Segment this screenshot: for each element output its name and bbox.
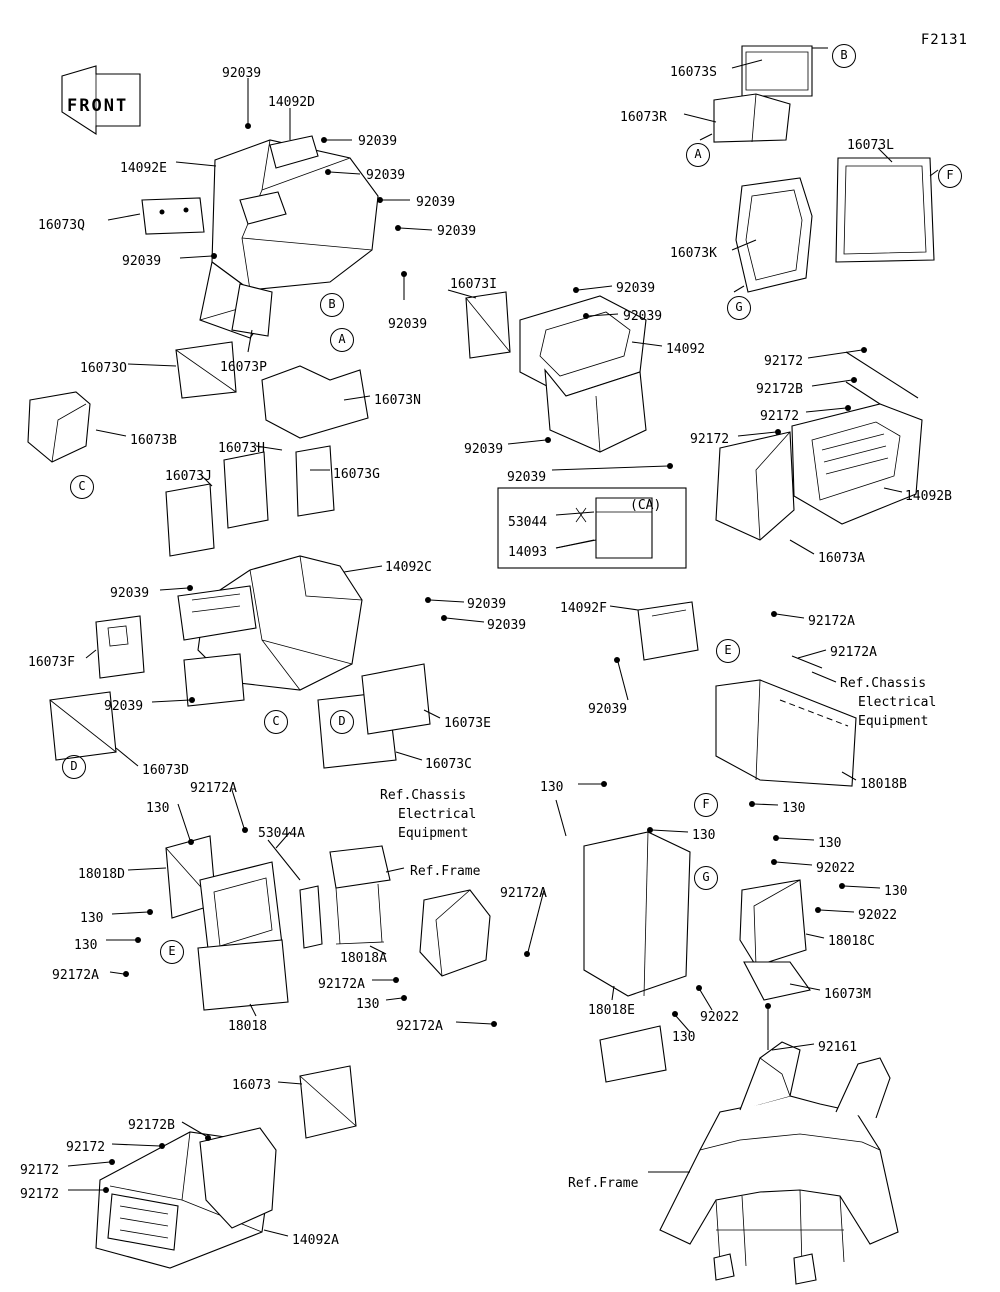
part-label-130[interactable]: 130 (80, 911, 104, 926)
part-label-18018a[interactable]: 18018A (340, 951, 387, 966)
part-label-16073l[interactable]: 16073L (847, 138, 894, 153)
front-text: FRONT (67, 96, 129, 116)
balloon-f[interactable]: F (694, 793, 718, 817)
part-label-53044a[interactable]: 53044A (258, 826, 305, 841)
part-label-14092e[interactable]: 14092E (120, 161, 167, 176)
part-label-92172[interactable]: 92172 (690, 432, 730, 447)
part-label-18018b[interactable]: 18018B (860, 777, 907, 792)
part-label-18018c[interactable]: 18018C (828, 934, 875, 949)
part-label-130[interactable]: 130 (672, 1030, 696, 1045)
part-label-92039[interactable]: 92039 (507, 470, 547, 485)
part-label-14092[interactable]: 14092 (666, 342, 706, 357)
part-label-14092a[interactable]: 14092A (292, 1233, 339, 1248)
part-label-130[interactable]: 130 (884, 884, 908, 899)
part-label-16073n[interactable]: 16073N (374, 393, 421, 408)
part-label-electrical[interactable]: Electrical (398, 807, 477, 822)
frame-reference-illustration (660, 1003, 898, 1284)
part-label-18018[interactable]: 18018 (228, 1019, 268, 1034)
part-label-equipment[interactable]: Equipment (858, 714, 929, 729)
part-label-16073s[interactable]: 16073S (670, 65, 717, 80)
part-label-92172[interactable]: 92172 (20, 1163, 60, 1178)
part-label-130[interactable]: 130 (356, 997, 380, 1012)
balloon-d[interactable]: D (62, 755, 86, 779)
balloon-c[interactable]: C (70, 475, 94, 499)
part-label-92172b[interactable]: 92172B (756, 382, 803, 397)
balloon-f[interactable]: F (938, 164, 962, 188)
balloon-g[interactable]: G (727, 296, 751, 320)
part-label-16073g[interactable]: 16073G (333, 467, 380, 482)
part-label-refframe[interactable]: Ref.Frame (410, 864, 481, 879)
part-label-16073h[interactable]: 16073H (218, 441, 265, 456)
part-label-130[interactable]: 130 (540, 780, 564, 795)
right-top-panels-group (714, 46, 934, 292)
part-label-16073m[interactable]: 16073M (824, 987, 871, 1002)
part-label-92022[interactable]: 92022 (858, 908, 898, 923)
part-label-equipment[interactable]: Equipment (398, 826, 469, 841)
part-label-92039[interactable]: 92039 (623, 309, 663, 324)
part-label-14092f[interactable]: 14092F (560, 601, 607, 616)
part-label-92039[interactable]: 92039 (616, 281, 656, 296)
balloon-c[interactable]: C (264, 710, 288, 734)
balloon-b[interactable]: B (832, 44, 856, 68)
part-label-16073[interactable]: 16073 (232, 1078, 272, 1093)
part-label-92039[interactable]: 92039 (388, 317, 428, 332)
part-label-92161[interactable]: 92161 (818, 1040, 858, 1055)
balloon-g[interactable]: G (694, 866, 718, 890)
balloon-b[interactable]: B (320, 293, 344, 317)
balloon-d[interactable]: D (330, 710, 354, 734)
part-label-92039[interactable]: 92039 (487, 618, 527, 633)
part-label-electrical[interactable]: Electrical (858, 695, 937, 710)
part-label-14092b[interactable]: 14092B (905, 489, 952, 504)
part-label-92172a[interactable]: 92172A (830, 645, 877, 660)
front-arrow-label (55, 70, 143, 130)
part-label-92022[interactable]: 92022 (700, 1010, 740, 1025)
part-label-refchassis[interactable]: Ref.Chassis (380, 788, 467, 803)
part-label-130[interactable]: 130 (74, 938, 98, 953)
part-label-92172a[interactable]: 92172A (808, 614, 855, 629)
part-label-92039[interactable]: 92039 (366, 168, 406, 183)
part-label-refframe[interactable]: Ref.Frame (568, 1176, 639, 1191)
part-label-16073k[interactable]: 16073K (670, 246, 717, 261)
part-label-16073c[interactable]: 16073C (425, 757, 472, 772)
part-label-16073b[interactable]: 16073B (130, 433, 177, 448)
part-label-16073p[interactable]: 16073P (220, 360, 267, 375)
part-label-16073q[interactable]: 16073Q (38, 218, 85, 233)
part-label-92039[interactable]: 92039 (110, 586, 150, 601)
part-label-92022[interactable]: 92022 (816, 861, 856, 876)
part-label-16073j[interactable]: 16073J (165, 469, 212, 484)
part-label-16073r[interactable]: 16073R (620, 110, 667, 125)
balloon-e[interactable]: E (716, 639, 740, 663)
part-label-92039[interactable]: 92039 (467, 597, 507, 612)
part-label-16073o[interactable]: 16073O (80, 361, 127, 376)
part-label-130[interactable]: 130 (146, 801, 170, 816)
part-label-92172a[interactable]: 92172A (190, 781, 237, 796)
part-label-92172a[interactable]: 92172A (52, 968, 99, 983)
part-label-130[interactable]: 130 (818, 836, 842, 851)
center-console-group (50, 446, 430, 768)
part-label-92039[interactable]: 92039 (104, 699, 144, 714)
part-label-16073e[interactable]: 16073E (444, 716, 491, 731)
part-label-92172[interactable]: 92172 (20, 1187, 60, 1202)
part-label-92172b[interactable]: 92172B (128, 1118, 175, 1133)
part-label-18018d[interactable]: 18018D (78, 867, 125, 882)
part-label-14092c[interactable]: 14092C (385, 560, 432, 575)
part-label-ca[interactable]: (CA) (630, 498, 662, 513)
part-label-130[interactable]: 130 (692, 828, 716, 843)
part-label-130[interactable]: 130 (782, 801, 806, 816)
part-label-16073d[interactable]: 16073D (142, 763, 189, 778)
balloon-a[interactable]: A (686, 143, 710, 167)
part-label-refchassis[interactable]: Ref.Chassis (840, 676, 927, 691)
part-label-16073a[interactable]: 16073A (818, 551, 865, 566)
part-label-92172a[interactable]: 92172A (500, 886, 547, 901)
part-label-92039[interactable]: 92039 (122, 254, 162, 269)
balloon-e[interactable]: E (160, 940, 184, 964)
part-label-92039[interactable]: 92039 (222, 66, 262, 81)
right-footwell-group (716, 352, 922, 540)
part-label-92172a[interactable]: 92172A (318, 977, 365, 992)
part-label-14092d[interactable]: 14092D (268, 95, 315, 110)
part-label-18018e[interactable]: 18018E (588, 1003, 635, 1018)
part-label-14093[interactable]: 14093 (508, 545, 548, 560)
part-label-92039[interactable]: 92039 (464, 442, 504, 457)
part-label-16073i[interactable]: 16073I (450, 277, 497, 292)
part-label-92039[interactable]: 92039 (358, 134, 398, 149)
part-label-92039[interactable]: 92039 (437, 224, 477, 239)
sheet-code: F2131 (920, 32, 968, 48)
part-label-92039[interactable]: 92039 (416, 195, 456, 210)
part-label-92172[interactable]: 92172 (66, 1140, 106, 1155)
part-label-92172[interactable]: 92172 (760, 409, 800, 424)
part-label-53044[interactable]: 53044 (508, 515, 548, 530)
floor-panel-group (466, 292, 646, 452)
part-label-92172a[interactable]: 92172A (396, 1019, 443, 1034)
part-label-92172[interactable]: 92172 (764, 354, 804, 369)
balloon-a[interactable]: A (330, 328, 354, 352)
part-label-92039[interactable]: 92039 (588, 702, 628, 717)
part-label-16073f[interactable]: 16073F (28, 655, 75, 670)
